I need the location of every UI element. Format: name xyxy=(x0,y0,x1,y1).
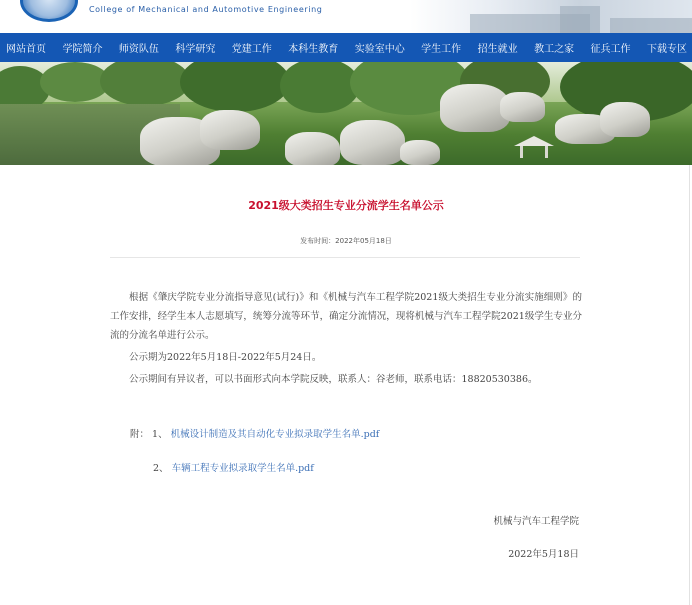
campus-banner-image xyxy=(0,62,692,165)
site-header xyxy=(0,0,692,33)
title-divider xyxy=(110,257,580,258)
nav-item-download[interactable]: 下载专区 xyxy=(646,44,687,55)
article-paragraph: 公示期为2022年5月18日-2022年5月24日。 xyxy=(129,352,322,363)
publish-label: 发布时间： xyxy=(300,237,336,245)
article-body xyxy=(110,288,582,389)
article-title: 2021级大类招生专业分流学生名单公示 xyxy=(248,199,444,212)
attachment-link[interactable]: 机械设计制造及其自动化专业拟录取学生名单.pdf xyxy=(170,429,380,440)
nav-item-about[interactable]: 学院简介 xyxy=(62,44,103,55)
college-logo[interactable] xyxy=(20,0,78,22)
nav-item-undergrad[interactable]: 本科生教育 xyxy=(288,44,339,55)
attachment-index: 1、 xyxy=(152,429,168,440)
signature-org: 机械与汽车工程学院 xyxy=(493,516,579,527)
signature-date: 2022年5月18日 xyxy=(508,549,579,560)
attachments-prefix: 附： xyxy=(130,429,150,440)
publish-date: 2022年05月18日 xyxy=(335,237,392,245)
nav-item-admission[interactable]: 招生就业 xyxy=(477,44,518,55)
article-paragraph: 根据《肇庆学院专业分流指导意见(试行)》和《机械与汽车工程学院2021级大类招生专业分流实施细则》的工作安排，经学生本人志愿填写，统筹分流等环节，确定分流情况，现将机械与汽车工程学院2021级学生专业分流的分流名单进行公示。 xyxy=(110,292,582,341)
header-building-image xyxy=(410,0,692,33)
nav-item-student[interactable]: 学生工作 xyxy=(421,44,462,55)
nav-item-faculty[interactable]: 师资队伍 xyxy=(118,44,159,55)
article-paragraph: 公示期间有异议者，可以书面形式向本学院反映，联系人：谷老师，联系电话：18820530386。 xyxy=(129,374,538,385)
page-border xyxy=(689,165,690,605)
attachment-index: 2、 xyxy=(153,463,169,474)
attachment-row xyxy=(153,460,314,474)
nav-item-home[interactable]: 网站首页 xyxy=(6,44,46,55)
nav-item-recruit[interactable]: 征兵工作 xyxy=(590,44,631,55)
college-english-name: College of Mechanical and Automotive Engineering xyxy=(89,5,323,14)
nav-item-lab[interactable]: 实验室中心 xyxy=(354,44,405,55)
attachment-link[interactable]: 车辆工程专业拟录取学生名单.pdf xyxy=(171,463,314,474)
nav-item-research[interactable]: 科学研究 xyxy=(175,44,216,55)
nav-item-party[interactable]: 党建工作 xyxy=(231,44,272,55)
nav-item-staff[interactable]: 教工之家 xyxy=(534,44,575,55)
main-nav xyxy=(0,33,692,62)
publish-meta xyxy=(0,236,692,246)
attachment-row xyxy=(130,426,379,440)
